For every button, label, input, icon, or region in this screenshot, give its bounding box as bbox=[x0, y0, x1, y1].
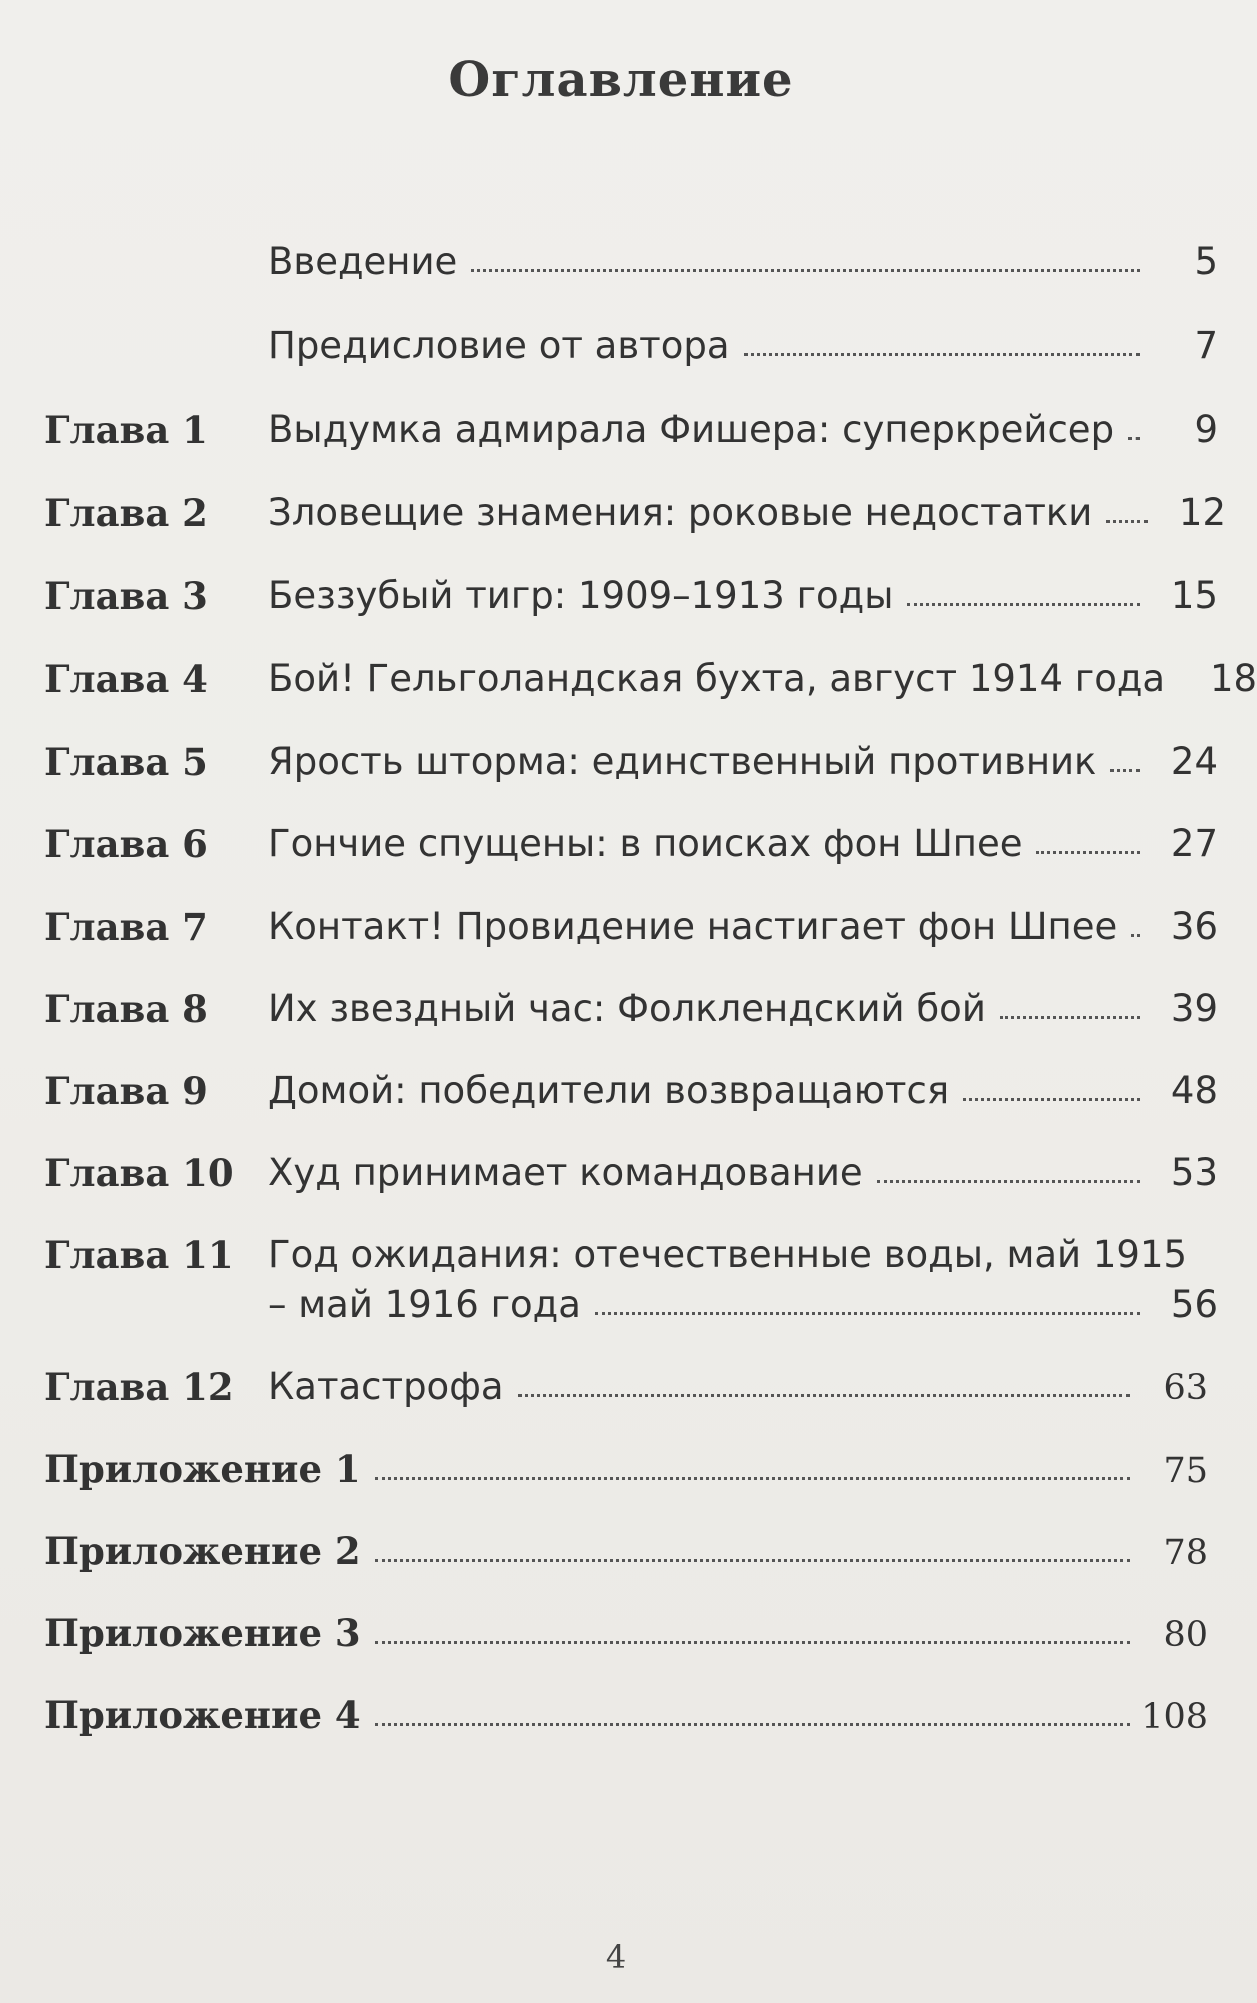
entry-title: Приложение 2 bbox=[44, 1529, 361, 1573]
entry-page-number: 15 bbox=[1170, 574, 1218, 617]
chapter-label: Глава 7 bbox=[44, 905, 208, 949]
toc-line bbox=[268, 987, 1218, 1030]
entry-page-number: 75 bbox=[1163, 1451, 1208, 1491]
dot-leader bbox=[1131, 934, 1140, 937]
toc-line bbox=[44, 1447, 1208, 1491]
chapter-label: Глава 8 bbox=[44, 987, 208, 1031]
entry-page-number: 80 bbox=[1163, 1615, 1208, 1655]
page-number: 4 bbox=[605, 1938, 627, 1976]
entry-title: Приложение 1 bbox=[44, 1447, 361, 1491]
chapter-label: Глава 3 bbox=[44, 574, 208, 618]
chapter-label: Глава 10 bbox=[44, 1151, 234, 1195]
entry-page-number: 56 bbox=[1170, 1283, 1218, 1326]
toc-line bbox=[268, 408, 1218, 451]
toc-line bbox=[44, 1611, 1208, 1655]
entry-page-number: 7 bbox=[1194, 324, 1218, 367]
chapter-label: Глава 5 bbox=[44, 740, 208, 784]
toc-line bbox=[268, 1069, 1218, 1112]
dot-leader bbox=[1110, 769, 1140, 772]
chapter-label: Глава 11 bbox=[44, 1233, 234, 1277]
chapter-label: Глава 9 bbox=[44, 1069, 208, 1113]
toc-line bbox=[268, 822, 1218, 865]
toc-line bbox=[268, 1151, 1218, 1194]
toc-line bbox=[268, 740, 1218, 783]
entry-title: Беззубый тигр: 1909–1913 годы bbox=[268, 574, 894, 617]
entry-title: Контакт! Провидение настигает фон Шпее bbox=[268, 905, 1118, 948]
entry-title: Худ принимает командование bbox=[268, 1151, 863, 1194]
entry-title: Катастрофа bbox=[268, 1365, 504, 1408]
dot-leader bbox=[963, 1098, 1140, 1101]
entry-page-number: 63 bbox=[1163, 1368, 1208, 1408]
entry-page-number: 5 bbox=[1194, 240, 1218, 283]
entry-title: Домой: победители возвращаются bbox=[268, 1069, 950, 1112]
entry-page-number: 36 bbox=[1170, 905, 1218, 948]
entry-page-number: 78 bbox=[1163, 1533, 1208, 1573]
entry-title-line-1: Год ожидания: отечественные воды, май 1915 bbox=[268, 1233, 1188, 1276]
dot-leader bbox=[375, 1559, 1130, 1562]
entry-page-number: 53 bbox=[1170, 1151, 1218, 1194]
entry-title: Выдумка адмирала Фишера: суперкрейсер bbox=[268, 408, 1115, 451]
chapter-label: Глава 4 bbox=[44, 657, 208, 701]
toc-line bbox=[268, 574, 1218, 617]
dot-leader bbox=[1106, 520, 1148, 523]
entry-title: Зловещие знамения: роковые недостатки bbox=[268, 491, 1093, 534]
dot-leader bbox=[877, 1180, 1140, 1183]
dot-leader bbox=[518, 1394, 1131, 1397]
dot-leader bbox=[375, 1641, 1130, 1644]
entry-page-number: 108 bbox=[1141, 1697, 1208, 1737]
toc-line bbox=[44, 1693, 1208, 1737]
dot-leader bbox=[471, 269, 1140, 272]
toc-line bbox=[268, 657, 1257, 700]
dot-leader bbox=[595, 1312, 1140, 1315]
toc-line-second bbox=[268, 1283, 1218, 1326]
entry-title: Бой! Гельголандская бухта, август 1914 года bbox=[268, 657, 1166, 700]
entry-page-number: 39 bbox=[1170, 987, 1218, 1030]
entry-title: Приложение 4 bbox=[44, 1693, 361, 1737]
toc-line bbox=[44, 1529, 1208, 1573]
entry-title: Введение bbox=[268, 240, 458, 283]
toc-line bbox=[268, 324, 1218, 367]
entry-page-number: 9 bbox=[1194, 408, 1218, 451]
entry-title-line-2: – май 1916 года bbox=[268, 1283, 581, 1326]
chapter-label: Глава 12 bbox=[44, 1365, 234, 1409]
entry-page-number: 24 bbox=[1170, 740, 1218, 783]
toc-line bbox=[268, 240, 1218, 283]
toc-line bbox=[268, 905, 1218, 948]
entry-page-number: 18 bbox=[1210, 657, 1257, 700]
chapter-label: Глава 6 bbox=[44, 822, 208, 866]
dot-leader bbox=[1000, 1016, 1140, 1019]
entry-title: Их звездный час: Фолклендский бой bbox=[268, 987, 986, 1030]
entry-title: Гончие спущены: в поисках фон Шпее bbox=[268, 822, 1023, 865]
dot-leader bbox=[375, 1477, 1130, 1480]
chapter-label: Глава 1 bbox=[44, 408, 208, 452]
entry-title: Ярость шторма: единственный противник bbox=[268, 740, 1097, 783]
dot-leader bbox=[744, 353, 1141, 356]
dot-leader bbox=[1128, 437, 1140, 440]
dot-leader bbox=[1036, 851, 1140, 854]
toc-line bbox=[268, 1365, 1208, 1408]
page-title: Оглавление bbox=[448, 52, 794, 108]
toc-line-first bbox=[268, 1233, 1218, 1276]
dot-leader bbox=[907, 603, 1140, 606]
dot-leader bbox=[375, 1723, 1130, 1726]
entry-page-number: 48 bbox=[1170, 1069, 1218, 1112]
toc-line bbox=[268, 491, 1226, 534]
entry-title: Приложение 3 bbox=[44, 1611, 361, 1655]
entry-page-number: 27 bbox=[1170, 822, 1218, 865]
chapter-label: Глава 2 bbox=[44, 491, 208, 535]
entry-page-number: 12 bbox=[1178, 491, 1226, 534]
entry-title: Предисловие от автора bbox=[268, 324, 730, 367]
